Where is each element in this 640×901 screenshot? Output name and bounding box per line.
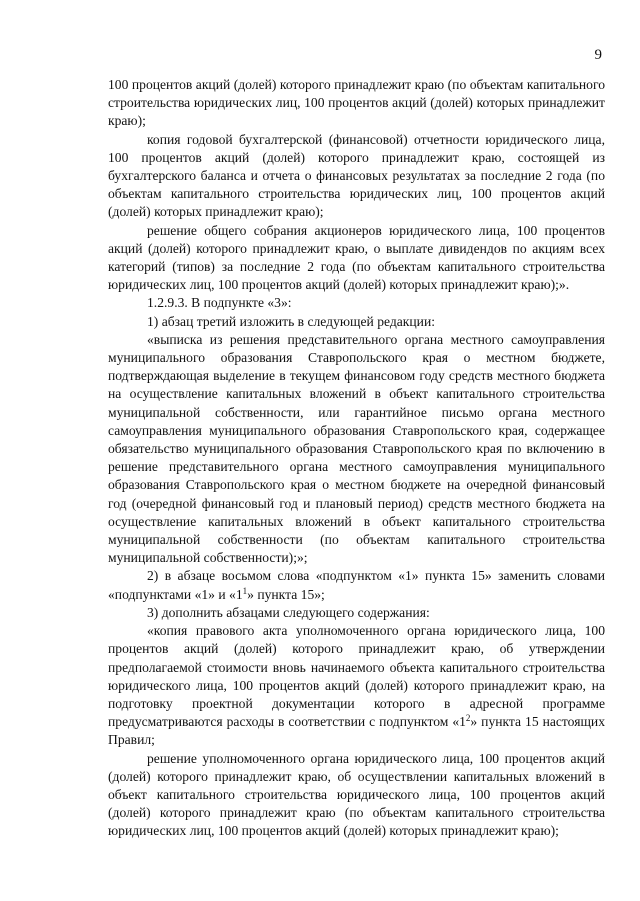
paragraph-municipal-budget-extract: «выписка из решения представительного органа местного самоуправления муниципального образования Ставропольского края о местном бюджете, подтверждающая выделение в текущем финансовом году средств местного бюджета на осуществление капитальных вложений в объект капитального строительства муниципальной собственности, или гарантийное письмо органа местного самоуправления муниципального образования Ставропольского края, содержащее обязательство муниципального образования Ставропольского края по включению в решение представительного органа местного самоуправления муниципального образования Ставропольского края о местном бюджете на очередной финансовый год (очередной финансовый год и плановый период) средств местного бюджета на осуществление капитальных вложений в объект капитального строительства муниципальной собственности (по объектам капитального строительства муниципальной собственности);»; — [108, 331, 605, 566]
paragraph-financial-statements: копия годовой бухгалтерской (финансовой) отчетности юридического лица, 100 процентов акций (долей) которого принадлежит краю, состоящей из бухгалтерского баланса и отчета о финансовых результатах за последние 2 года (по объектам капитального строительства юридических лиц, 100 процентов акций (долей) которых принадлежит краю); — [108, 131, 605, 220]
paragraph-item-3: 3) дополнить абзацами следующего содержания: — [147, 604, 430, 620]
paragraph-item-1: 1) абзац третий изложить в следующей редакции: — [147, 313, 436, 329]
page-number: 9 — [594, 47, 602, 63]
paragraph-subclause-heading: 1.2.9.3. В подпункте «3»: — [147, 295, 292, 311]
legal-act-text-before: «копия правового акта уполномоченного органа юридического лица, 100 процентов акций (долей) которого принадлежит краю, об утверждении предполагаемой стоимости вновь начинаемого объекта капитального строительства юридического лица, 100 процентов акций (долей) которого принадлежит краю, на подготовку проектной документации которого в адресной программе предусматриваются расходы в соответствии с подпунктом «1 — [108, 623, 605, 730]
document-body — [108, 76, 605, 841]
paragraph-legal-act-copy — [108, 622, 605, 749]
paragraph-item-2 — [108, 567, 605, 603]
item-2-superscript: 1 — [242, 585, 248, 596]
paragraph-shareholders-decision: решение общего собрания акционеров юридического лица, 100 процентов акций (долей) которого принадлежит краю, о выплате дивидендов по акциям всех категорий (типов) за последние 2 года (по объектам капитального строительства юридических лиц, 100 процентов акций (долей) которых принадлежит краю);». — [108, 222, 605, 293]
paragraph-capital-investment-decision: решение уполномоченного органа юридического лица, 100 процентов акций (долей) которого принадлежит краю, об осуществлении капитальных вложений в объект капитального строительства юридического лица, 100 процентов акций (долей) которого принадлежит краю (по объектам капитального строительства юридических лиц, 100 процентов акций (долей) которых принадлежит краю); — [108, 750, 605, 839]
legal-act-text-after: » пункта 15 настоящих Правил; — [108, 714, 605, 748]
paragraph-continuation: 100 процентов акций (долей) которого принадлежит краю (по объектам капитального строительства юридических лиц, 100 процентов акций (долей) которых принадлежит краю); — [108, 77, 605, 129]
item-2-text-before: 2) в абзаце восьмом слова «подпунктом «1» пункта 15» заменить словами «подпунктами «1» и «1 — [108, 568, 605, 602]
item-2-text-after: » пункта 15»; — [247, 586, 325, 602]
legal-act-superscript: 2 — [465, 713, 471, 724]
